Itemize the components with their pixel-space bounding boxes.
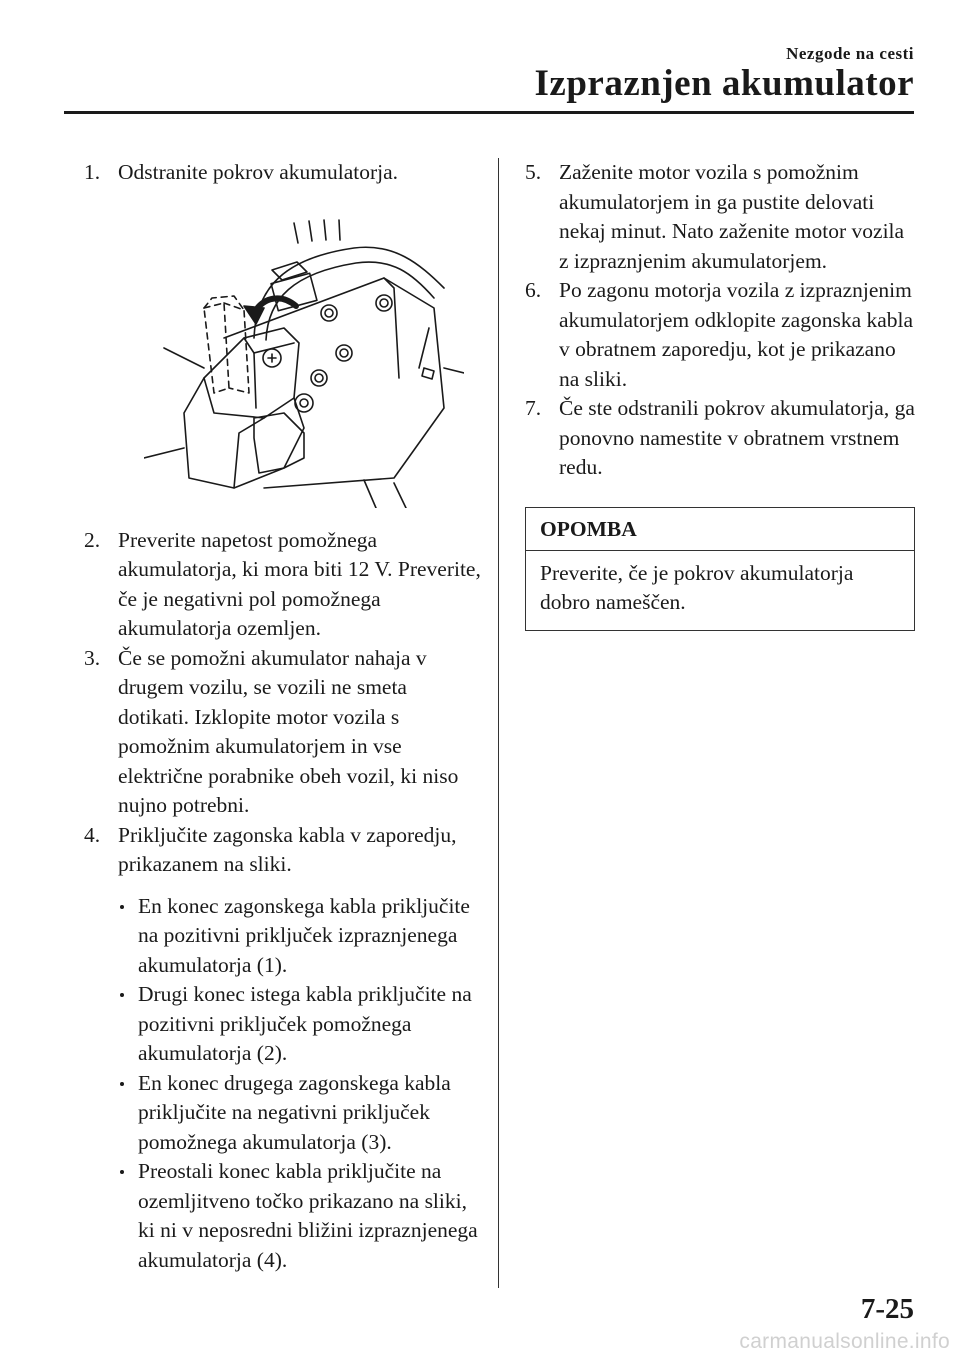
bullet-list — [118, 892, 482, 1276]
step-1 — [84, 158, 482, 188]
step-4 — [84, 821, 482, 880]
step-text: Odstranite pokrov akumulatorja. — [118, 160, 399, 184]
battery-cover-illustration — [144, 218, 464, 508]
header-rule — [64, 111, 914, 114]
note-text: Preverite, če je pokrov akumulatorja dobro nameščen. — [540, 560, 854, 614]
step-number: 1. — [84, 160, 101, 184]
page-title: Izpraznjen akumulator — [534, 63, 914, 104]
step-number: 2. — [84, 527, 101, 552]
bullet-icon — [120, 905, 124, 909]
step-3 — [84, 644, 482, 821]
step-number: 3. — [84, 645, 101, 670]
list-item — [118, 1069, 482, 1158]
note-heading: OPOMBA — [526, 508, 914, 551]
step-5 — [525, 158, 917, 276]
step-text: Priključite zagonska kabla v zaporedju, prikazanem na sliki. — [118, 822, 457, 876]
step-number: 6. — [525, 278, 542, 302]
bullet-icon — [120, 1170, 124, 1174]
column-divider — [498, 158, 499, 1288]
step-number: 5. — [525, 160, 542, 184]
step-2 — [84, 526, 482, 644]
left-column — [84, 158, 482, 1275]
bullet-text: Drugi konec istega kabla priključite na pozitivni priključek pomožnega akumulatorja (2). — [138, 982, 472, 1065]
step-number: 4. — [84, 822, 101, 847]
step-text: Če ste odstranili pokrov akumulatorja, ga ponovno namestite v obratnem vrstnem redu. — [559, 396, 915, 479]
bullet-icon — [120, 1082, 124, 1086]
header-section: Nezgode na cesti — [786, 44, 914, 63]
note-box — [525, 507, 915, 631]
step-number: 7. — [525, 396, 542, 420]
step-text: Po zagonu motorja vozila z izpraznjenim akumulatorjem odklopite zagonska kabla v obratnem zaporedju, kot je prikazano na sliki. — [559, 278, 914, 391]
terminal-icon — [321, 305, 337, 321]
page-number: 7-25 — [860, 1293, 914, 1325]
step-text: Če se pomožni akumulator nahaja v drugem vozilu, se vozili ne smeta dotikati. Izklopite motor vozila s pomožnim akumulatorjem in vse električne porabnike obeh vozil, ki niso nujno potrebni. — [118, 645, 459, 817]
step-7 — [525, 394, 917, 483]
step-text: Zaženite motor vozila s pomožnim akumulatorjem in ga pustite delovati nekaj minut. Nato zaženite motor vozila z izpraznjenim akumulatorjem. — [559, 160, 905, 273]
list-item — [118, 1157, 482, 1275]
step-text: Preverite napetost pomožnega akumulatorja, ki mora biti 12 V. Preverite, če je negativni pol pomožnega akumulatorja ozemljen. — [118, 527, 481, 640]
bullet-text: Preostali konec kabla priključite na ozemljitveno točko prikazano na sliki, ki ni v neposredni bližini izpraznjenega akumulatorja (4). — [138, 1159, 478, 1272]
bullet-text: En konec zagonskega kabla priključite na pozitivni priključek izpraznjenega akumulatorja (1). — [138, 893, 470, 977]
list-item — [118, 892, 482, 981]
watermark: carmanualsonline.info — [739, 1330, 950, 1353]
bullet-text: En konec drugega zagonskega kabla priključite na negativni priključek pomožnega akumulatorja (3). — [138, 1070, 451, 1154]
list-item — [118, 980, 482, 1069]
bullet-icon — [120, 993, 124, 997]
right-column — [525, 158, 917, 631]
step-6 — [525, 276, 917, 394]
